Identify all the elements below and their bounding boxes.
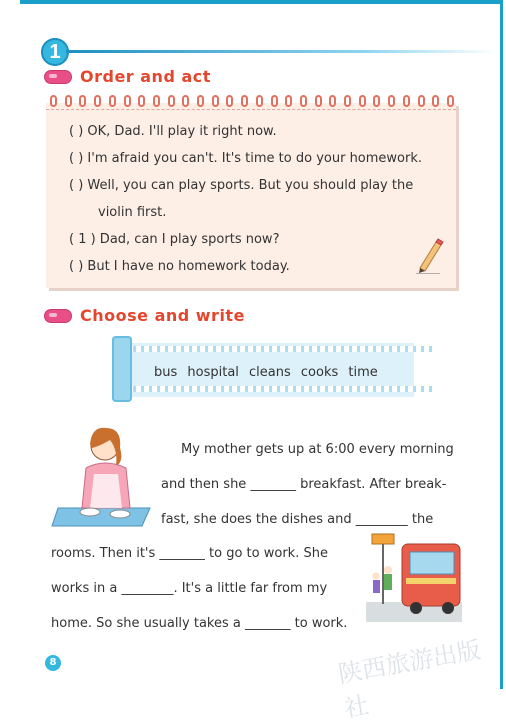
order-line-4: ( 1 ) Dad, can I play sports now? — [69, 232, 280, 247]
order-line-5: ( ) But I have no homework today. — [69, 259, 290, 274]
section-header-order — [44, 67, 211, 86]
bus-stop-illustration — [366, 530, 462, 622]
top-strip — [20, 0, 500, 4]
unit-divider — [66, 50, 496, 53]
order-line-3-cont: violin first. — [98, 205, 167, 220]
section-header-choose — [44, 306, 245, 325]
spiral-rings — [50, 95, 454, 109]
paragraph-line-6: home. So she usually takes a _______ to work. — [51, 616, 348, 631]
order-line-3: ( ) Well, you can play sports. But you should play the — [69, 178, 414, 193]
section-title-order: Order and act — [80, 67, 211, 86]
paragraph-line-1: My mother gets up at 6:00 every morning — [181, 442, 454, 457]
note-dashed-line — [46, 109, 456, 110]
mother-cooking-illustration — [50, 422, 160, 530]
section-title-choose: Choose and write — [80, 306, 245, 325]
unit-number-badge: 1 — [41, 38, 69, 66]
paragraph-line-4: rooms. Then it's _______ to go to work. She — [51, 546, 328, 561]
watermark: 陕西旅游出版社 — [336, 635, 483, 723]
pencil-tag-icon — [44, 70, 72, 84]
pencil-tag-icon — [44, 309, 72, 323]
paragraph-line-3: fast, she does the dishes and ________ the — [161, 512, 434, 527]
order-line-1: ( ) OK, Dad. I'll play it right now. — [69, 124, 277, 139]
paragraph-line-5: works in a ________. It's a little far from my — [51, 581, 328, 596]
pencil-icon — [414, 234, 444, 274]
page-number: 8 — [45, 655, 61, 671]
order-line-2: ( ) I'm afraid you can't. It's time to do your homework. — [69, 151, 423, 166]
film-strip-top — [128, 346, 432, 352]
film-roll-icon — [112, 336, 132, 402]
film-strip-bottom — [128, 386, 432, 392]
word-bank: bus hospital cleans cooks time — [154, 365, 378, 380]
paragraph-line-2: and then she _______ breakfast. After break- — [161, 477, 447, 492]
